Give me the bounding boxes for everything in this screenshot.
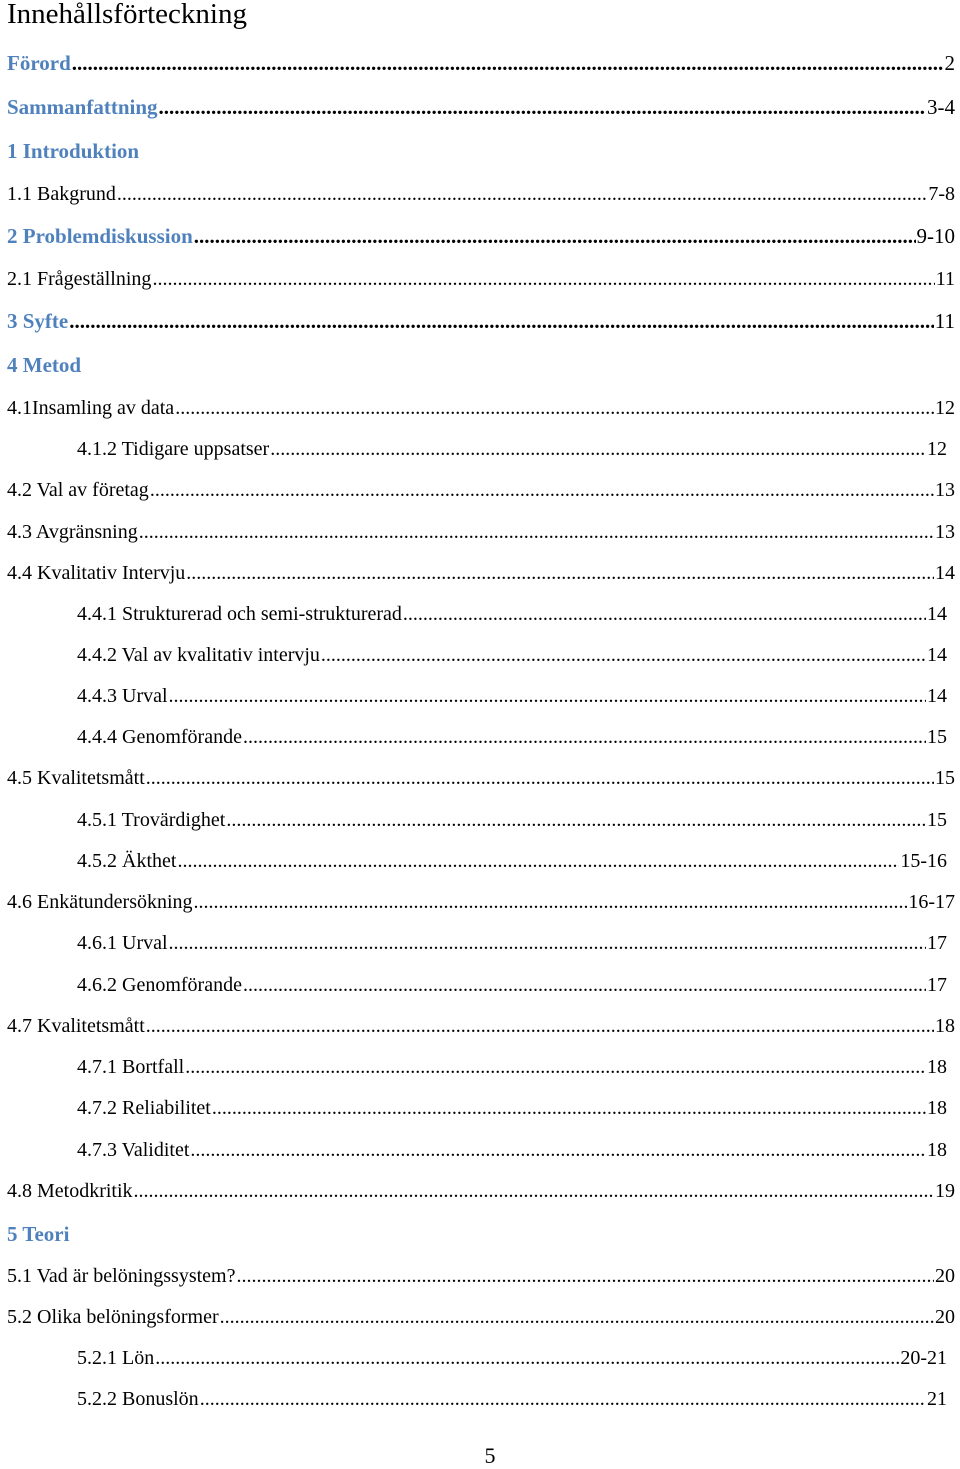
toc-entry-label: 4.5.2 Äkthet — [77, 850, 177, 872]
toc-entry-page: 15 — [927, 809, 947, 831]
toc-entry-leader — [134, 1178, 934, 1204]
toc-entry-label: Förord — [7, 51, 71, 75]
toc-entry-label: 4.1.2 Tidigare uppsatser — [77, 438, 270, 460]
toc-entry-label: 1.1 Bakgrund — [7, 183, 116, 205]
toc-entry-label: 4.2 Val av företag — [7, 479, 149, 501]
toc-entry-leader — [226, 807, 926, 833]
toc-entry[interactable] — [7, 266, 955, 292]
toc-entry-page: 11 — [935, 268, 955, 290]
toc-entry-leader — [270, 436, 926, 462]
toc-entry[interactable] — [7, 395, 955, 421]
toc-entry-leader — [403, 601, 926, 627]
page-title: Innehållsförteckning — [7, 0, 247, 30]
toc-entry-page: 18 — [927, 1097, 947, 1119]
toc-entry[interactable] — [7, 889, 955, 915]
toc-entry[interactable] — [7, 1221, 955, 1247]
toc-entry-label: 4.7.1 Bortfall — [77, 1056, 185, 1078]
toc-entry-leader — [155, 1345, 899, 1371]
toc-entry-page: 18 — [935, 1015, 955, 1037]
toc-entry[interactable] — [7, 477, 955, 503]
toc-entry[interactable] — [77, 1137, 947, 1163]
toc-entry-page: 21 — [927, 1388, 947, 1410]
toc-entry-label: 5.2 Olika belöningsformer — [7, 1306, 219, 1328]
toc-entry-page: 2 — [944, 51, 955, 75]
toc-entry-leader — [212, 1095, 926, 1121]
toc-entry-leader — [243, 972, 926, 998]
toc-entry-page: 17 — [927, 974, 947, 996]
toc-entry-leader — [169, 683, 926, 709]
toc-entry[interactable] — [7, 519, 955, 545]
toc-entry-page: 18 — [927, 1056, 947, 1078]
toc-entry-leader — [190, 1137, 926, 1163]
toc-entry-label: 5.1 Vad är belöningssystem? — [7, 1265, 236, 1287]
toc-entry-leader — [150, 477, 934, 503]
toc-entry-label: 4.8 Metodkritik — [7, 1180, 133, 1202]
toc-entry[interactable] — [77, 683, 947, 709]
toc-entry-page: 12 — [935, 397, 955, 419]
toc-entry-leader — [194, 889, 908, 915]
toc-entry-label: 4 Metod — [7, 353, 82, 377]
toc-entry-page: 9-10 — [916, 224, 955, 248]
toc-entry-page: 15 — [927, 726, 947, 748]
toc-entry-leader — [139, 519, 934, 545]
toc-entry[interactable] — [77, 1386, 947, 1412]
toc-entry-label: 4.6 Enkätundersökning — [7, 891, 193, 913]
toc-entry[interactable] — [7, 560, 955, 586]
toc-entry-label: 5.2.1 Lön — [77, 1347, 155, 1369]
toc-entry[interactable] — [7, 50, 955, 76]
toc-entry-label: 2 Problemdiskussion — [7, 224, 193, 248]
toc-entry-label: 4.4.1 Strukturerad och semi-strukturerad — [77, 603, 402, 625]
toc-entry-label: 4.5.1 Trovärdighet — [77, 809, 226, 831]
toc-entry[interactable] — [77, 642, 947, 668]
toc-entry-page: 13 — [935, 479, 955, 501]
toc-entry[interactable] — [77, 807, 947, 833]
toc-entry[interactable] — [77, 1054, 947, 1080]
toc-entry[interactable] — [77, 601, 947, 627]
toc-entry[interactable] — [7, 308, 955, 334]
toc-entry-label: 3 Syfte — [7, 309, 69, 333]
toc-entry-leader — [169, 930, 926, 956]
toc-entry-leader — [243, 724, 926, 750]
toc-entry[interactable] — [77, 848, 947, 874]
toc-entry[interactable] — [7, 1013, 955, 1039]
toc-entry-leader — [146, 765, 934, 791]
toc-entry-page: 20 — [935, 1265, 955, 1287]
toc-entry-page: 15 — [935, 767, 955, 789]
toc-entry-label: 4.4.4 Genomförande — [77, 726, 242, 748]
toc-entry[interactable] — [7, 223, 955, 249]
toc-entry[interactable] — [77, 1345, 947, 1371]
toc-entry-page: 15-16 — [900, 850, 947, 872]
toc-entry-label: 4.4 Kvalitativ Intervju — [7, 562, 186, 584]
toc-entry-label: 4.6.1 Urval — [77, 932, 168, 954]
toc-entry-label: 4.3 Avgränsning — [7, 521, 138, 543]
toc-entry-leader — [175, 395, 934, 421]
toc-entry[interactable] — [7, 1263, 955, 1289]
toc-entry-page: 3-4 — [927, 95, 955, 119]
toc-entry-page: 7-8 — [928, 183, 955, 205]
toc-entry-leader — [194, 223, 916, 249]
toc-entry-label: 2.1 Frågeställning — [7, 268, 152, 290]
toc-entry-leader — [186, 560, 934, 586]
toc-entry-leader — [177, 848, 899, 874]
toc-entry[interactable] — [7, 94, 955, 120]
page-number: 5 — [484, 1443, 496, 1468]
toc-entry-label: 4.4.3 Urval — [77, 685, 168, 707]
toc-entry[interactable] — [7, 765, 955, 791]
toc-entry-page: 14 — [935, 562, 955, 584]
toc-entry-label: 4.7.3 Validitet — [77, 1139, 190, 1161]
toc-entry-page: 14 — [927, 685, 947, 707]
toc-entry[interactable] — [7, 352, 955, 378]
toc-entry[interactable] — [7, 1304, 955, 1330]
toc-entry-leader — [152, 266, 934, 292]
toc-entry-label: 4.1Insamling av data — [7, 397, 175, 419]
toc-entry-label: 5 Teori — [7, 1222, 70, 1246]
toc-entry[interactable] — [7, 138, 955, 164]
toc-entry-page: 13 — [935, 521, 955, 543]
toc-entry-page: 17 — [927, 932, 947, 954]
toc-entry-leader — [117, 181, 927, 207]
toc-entry-page: 18 — [927, 1139, 947, 1161]
toc-entry-page: 16-17 — [908, 891, 955, 913]
toc-entry-label: 4.4.2 Val av kvalitativ intervju — [77, 644, 320, 666]
toc-entry-page: 11 — [934, 309, 955, 333]
toc-entry-leader — [69, 308, 934, 334]
toc-entry-page: 12 — [927, 438, 947, 460]
toc-entry-leader — [237, 1263, 935, 1289]
toc-entry-leader — [220, 1304, 934, 1330]
toc-entry-page: 20-21 — [900, 1347, 947, 1369]
toc-entry[interactable] — [7, 181, 955, 207]
toc-entry-leader — [72, 50, 944, 76]
toc-entry-leader — [159, 94, 926, 120]
toc-entry-label: 4.6.2 Genomförande — [77, 974, 242, 996]
toc-entry-page: 20 — [935, 1306, 955, 1328]
toc-entry-page: 19 — [935, 1180, 955, 1202]
toc-entry-leader — [185, 1054, 926, 1080]
toc-entry-page: 14 — [927, 603, 947, 625]
toc-entry-label: 4.7 Kvalitetsmått — [7, 1015, 145, 1037]
toc-entry-label: Sammanfattning — [7, 95, 158, 119]
toc-entry[interactable] — [77, 436, 947, 462]
toc-entry[interactable] — [77, 972, 947, 998]
toc-entry[interactable] — [77, 1095, 947, 1121]
toc-entry[interactable] — [7, 1178, 955, 1204]
toc-entry[interactable] — [77, 930, 947, 956]
toc-entry-label: 4.7.2 Reliabilitet — [77, 1097, 211, 1119]
toc-entry-page: 14 — [927, 644, 947, 666]
toc-entry-label: 4.5 Kvalitetsmått — [7, 767, 145, 789]
toc-entry-leader — [146, 1013, 934, 1039]
toc-entry-label: 5.2.2 Bonuslön — [77, 1388, 199, 1410]
toc-entry-label: 1 Introduktion — [7, 139, 140, 163]
toc-entry-leader — [200, 1386, 926, 1412]
toc-entry-leader — [321, 642, 926, 668]
toc-entry[interactable] — [77, 724, 947, 750]
